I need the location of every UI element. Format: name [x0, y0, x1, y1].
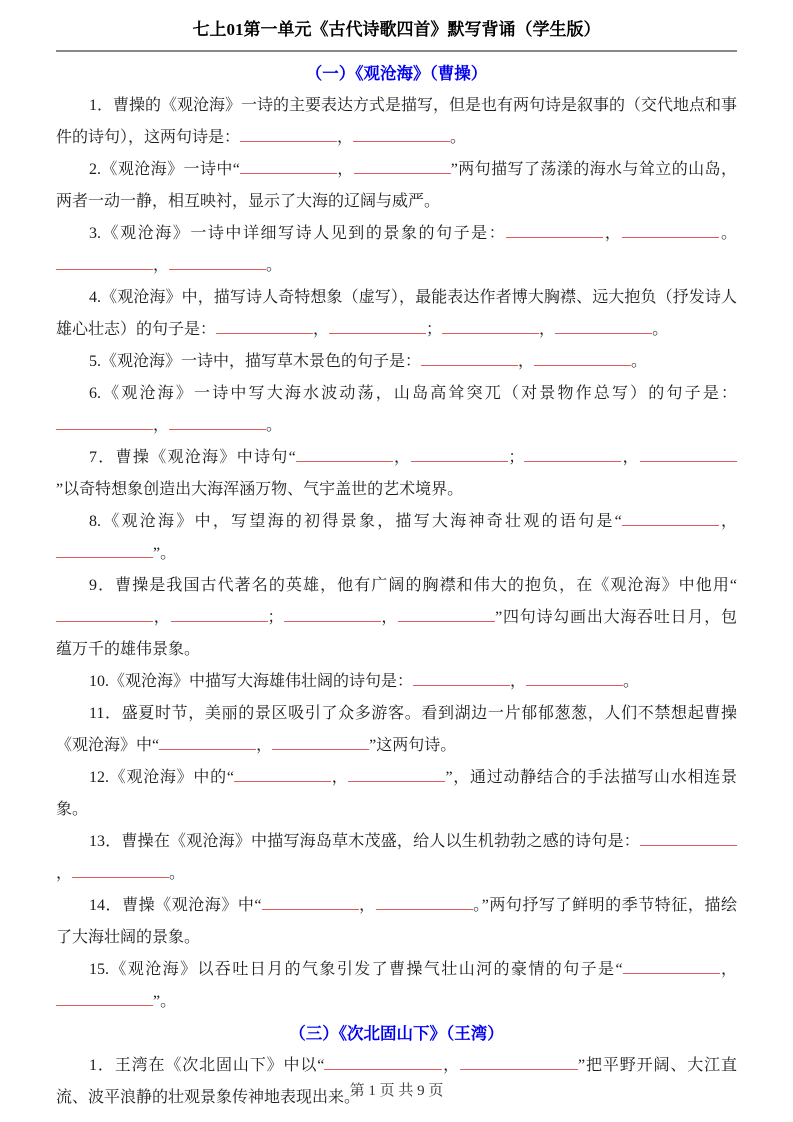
answer-blank — [526, 672, 623, 686]
answer-blank — [262, 896, 359, 910]
answer-blank — [640, 832, 737, 846]
question-item: 13．曹操在《观沧海》中描写海岛草木茂盛，给人以生机勃勃之感的诗句是：， 。 — [56, 826, 737, 890]
answer-blank — [329, 320, 426, 334]
question-item: 11．盛夏时节，美丽的景区吸引了众多游客。看到湖边一片郁郁葱葱，人们不禁想起曹操《观沧海》中“ ， ”这两句诗。 — [56, 705, 737, 754]
answer-blank — [354, 160, 451, 174]
answer-blank — [159, 736, 256, 750]
answer-blank — [56, 256, 153, 270]
answer-blank — [348, 768, 445, 782]
answer-blank — [524, 448, 621, 462]
answer-blank — [506, 224, 603, 238]
answer-blank — [640, 448, 737, 462]
answer-blank — [376, 896, 473, 910]
question-item: 6.《观沧海》一诗中写大海水波动荡，山岛高耸突兀（对景物作总写）的句子是：， 。 — [56, 378, 737, 442]
answer-blank — [421, 352, 518, 366]
title-divider — [56, 50, 737, 52]
question-item: 7．曹操《观沧海》中诗句“ ， ； ，”以奇特想象创造出大海浑涵万物、气宇盖世的艺术境界。 — [56, 442, 737, 506]
answer-blank — [240, 128, 337, 142]
question-item: 1．王湾在《次北固山下》中以“ ， ”把平野开阔、大江直流、波平浪静的壮观景象传神地表现出来。 — [56, 1057, 737, 1106]
answer-blank — [460, 1056, 578, 1070]
answer-blank — [442, 320, 539, 334]
answer-blank — [216, 320, 313, 334]
question-item: 14．曹操《观沧海》中“ ， 。”两句抒写了鲜明的季节特征，描绘了大海壮阔的景象。 — [56, 897, 737, 946]
question-item: 9．曹操是我国古代著名的英雄，他有广阔的胸襟和伟大的抱负，在《观沧海》中他用“， ； ， ”四句诗勾画出大海吞吐日月，包蕴万千的雄伟景象。 — [56, 577, 737, 658]
answer-blank — [56, 416, 153, 430]
answer-blank — [623, 960, 720, 974]
question-item: 10.《观沧海》中描写大海雄伟壮阔的诗句是： ， 。 — [89, 673, 640, 690]
answer-blank — [171, 608, 268, 622]
question-item: 3.《观沧海》一诗中详细写诗人见到的景象的句子是： ， 。， 。 — [56, 218, 737, 282]
answer-blank — [534, 352, 631, 366]
answer-blank — [296, 448, 393, 462]
section-heading: （三）《次北固山下》（王湾） — [289, 1024, 504, 1043]
question-item: 12.《观沧海》中的“ ， ”，通过动静结合的手法描写山水相连景象。 — [56, 769, 737, 818]
answer-blank — [411, 448, 508, 462]
answer-blank — [398, 608, 495, 622]
answer-blank — [622, 224, 719, 238]
answer-blank — [324, 1056, 442, 1070]
question-item: 4.《观沧海》中，描写诗人奇特想象（虚写），最能表达作者博大胸襟、远大抱负（抒发诗人雄心壮志）的句子是： ， ； ， 。 — [56, 289, 737, 338]
answer-blank — [72, 864, 169, 878]
answer-blank — [622, 512, 719, 526]
section-heading: （一）《观沧海》（曹操） — [305, 64, 488, 83]
answer-blank — [272, 736, 369, 750]
answer-blank — [169, 256, 266, 270]
page-title: 七上01第一单元《古代诗歌四首》默写背诵（学生版） — [192, 20, 601, 39]
document-body — [56, 58, 737, 1114]
answer-blank — [240, 160, 337, 174]
answer-blank — [56, 544, 153, 558]
answer-blank — [56, 992, 153, 1006]
question-item: 1．曹操的《观沧海》一诗的主要表达方式是描写，但是也有两句诗是叙事的（交代地点和事件的诗句），这两句诗是： ， 。 — [56, 97, 738, 146]
answer-blank — [56, 608, 153, 622]
answer-blank — [234, 768, 331, 782]
answer-blank — [284, 608, 381, 622]
answer-blank — [169, 416, 266, 430]
question-item: 15.《观沧海》以吞吐日月的气象引发了曹操气壮山河的豪情的句子是“ ，”。 — [56, 954, 737, 1018]
question-item: 8.《观沧海》中，写望海的初得景象，描写大海神奇壮观的语句是“ ，”。 — [56, 506, 737, 570]
page-footer: 第 1 页 共 9 页 — [349, 1083, 444, 1099]
answer-blank — [413, 672, 510, 686]
answer-blank — [555, 320, 652, 334]
question-item: 5.《观沧海》一诗中，描写草木景色的句子是： ， 。 — [89, 353, 648, 370]
answer-blank — [353, 128, 450, 142]
question-item: 2.《观沧海》一诗中“ ， ”两句描写了荡漾的海水与耸立的山岛，两者一动一静，相互映衬，显示了大海的辽阔与威严。 — [56, 161, 737, 210]
